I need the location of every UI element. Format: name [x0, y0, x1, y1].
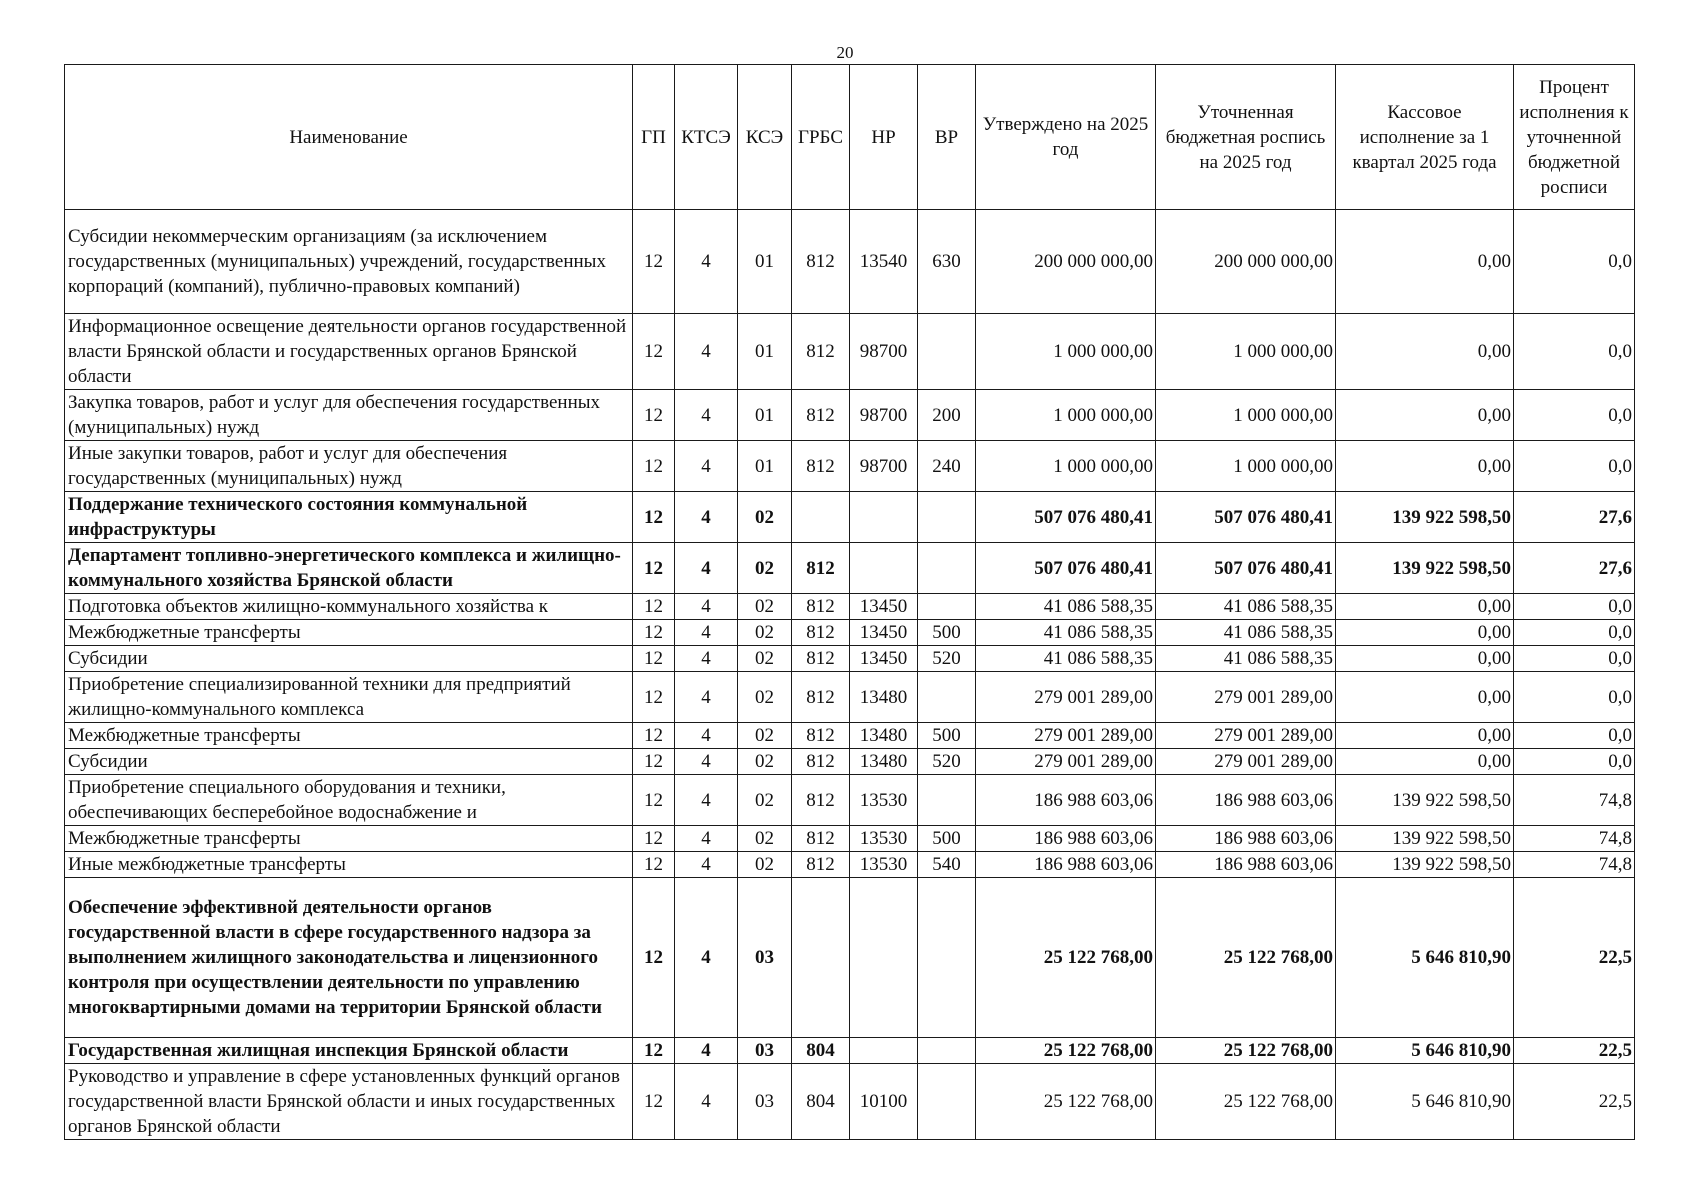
cell-gp: 12 — [633, 1064, 675, 1140]
cell-ktse: 4 — [675, 1038, 738, 1064]
cell-kse: 03 — [738, 1038, 792, 1064]
table-row — [65, 1038, 1635, 1064]
cell-gp: 12 — [633, 878, 675, 1038]
cell-approved: 507 076 480,41 — [976, 543, 1156, 594]
cell-vr: 540 — [918, 852, 976, 878]
table-row — [65, 723, 1635, 749]
cell-ktse: 4 — [675, 441, 738, 492]
cell-ktse: 4 — [675, 775, 738, 826]
cell-revised: 279 001 289,00 — [1156, 749, 1336, 775]
cell-executed: 0,00 — [1336, 314, 1514, 390]
cell-name: Закупка товаров, работ и услуг для обеспечения государственных (муниципальных) нужд — [65, 390, 633, 441]
cell-ktse: 4 — [675, 543, 738, 594]
cell-kse: 01 — [738, 390, 792, 441]
cell-vr: 520 — [918, 749, 976, 775]
cell-revised: 507 076 480,41 — [1156, 543, 1336, 594]
cell-percent: 0,0 — [1514, 594, 1635, 620]
cell-revised: 1 000 000,00 — [1156, 390, 1336, 441]
cell-kse: 02 — [738, 852, 792, 878]
table-row — [65, 314, 1635, 390]
cell-kse: 02 — [738, 594, 792, 620]
cell-revised: 41 086 588,35 — [1156, 646, 1336, 672]
cell-gp: 12 — [633, 646, 675, 672]
cell-gp: 12 — [633, 314, 675, 390]
cell-vr — [918, 543, 976, 594]
cell-ktse: 4 — [675, 594, 738, 620]
cell-approved: 279 001 289,00 — [976, 723, 1156, 749]
cell-percent: 74,8 — [1514, 775, 1635, 826]
header-vr: ВР — [918, 65, 976, 210]
cell-executed: 0,00 — [1336, 210, 1514, 314]
cell-executed: 0,00 — [1336, 723, 1514, 749]
cell-vr: 240 — [918, 441, 976, 492]
cell-revised: 186 988 603,06 — [1156, 826, 1336, 852]
header-revised: Уточненная бюджетная роспись на 2025 год — [1156, 65, 1336, 210]
cell-revised: 41 086 588,35 — [1156, 620, 1336, 646]
cell-name: Приобретение специализированной техники для предприятий жилищно-коммунального комплекса — [65, 672, 633, 723]
cell-nr: 13450 — [850, 620, 918, 646]
table-row — [65, 210, 1635, 314]
cell-approved: 279 001 289,00 — [976, 672, 1156, 723]
cell-approved: 1 000 000,00 — [976, 390, 1156, 441]
cell-approved: 186 988 603,06 — [976, 826, 1156, 852]
cell-gp: 12 — [633, 723, 675, 749]
cell-percent: 74,8 — [1514, 826, 1635, 852]
header-row — [65, 65, 1635, 210]
cell-percent: 27,6 — [1514, 543, 1635, 594]
table-row — [65, 620, 1635, 646]
cell-nr: 98700 — [850, 314, 918, 390]
header-name: Наименование — [65, 65, 633, 210]
cell-name: Межбюджетные трансферты — [65, 826, 633, 852]
cell-gp: 12 — [633, 1038, 675, 1064]
cell-revised: 186 988 603,06 — [1156, 775, 1336, 826]
table-row — [65, 646, 1635, 672]
cell-kse: 02 — [738, 775, 792, 826]
cell-revised: 279 001 289,00 — [1156, 723, 1336, 749]
cell-grbs: 812 — [792, 441, 850, 492]
cell-vr: 520 — [918, 646, 976, 672]
cell-revised: 25 122 768,00 — [1156, 878, 1336, 1038]
cell-revised: 279 001 289,00 — [1156, 672, 1336, 723]
cell-percent: 0,0 — [1514, 441, 1635, 492]
cell-gp: 12 — [633, 852, 675, 878]
cell-revised: 1 000 000,00 — [1156, 314, 1336, 390]
header-grbs: ГРБС — [792, 65, 850, 210]
cell-executed: 5 646 810,90 — [1336, 1038, 1514, 1064]
cell-revised: 25 122 768,00 — [1156, 1064, 1336, 1140]
header-approved: Утверждено на 2025 год — [976, 65, 1156, 210]
cell-vr — [918, 1038, 976, 1064]
cell-nr: 13450 — [850, 594, 918, 620]
cell-vr: 630 — [918, 210, 976, 314]
cell-kse: 02 — [738, 620, 792, 646]
table-row — [65, 441, 1635, 492]
cell-executed: 0,00 — [1336, 620, 1514, 646]
cell-grbs: 812 — [792, 749, 850, 775]
cell-approved: 1 000 000,00 — [976, 441, 1156, 492]
cell-vr — [918, 314, 976, 390]
cell-executed: 0,00 — [1336, 390, 1514, 441]
cell-executed: 139 922 598,50 — [1336, 492, 1514, 543]
cell-revised: 1 000 000,00 — [1156, 441, 1336, 492]
table-row — [65, 749, 1635, 775]
cell-ktse: 4 — [675, 749, 738, 775]
cell-nr: 13480 — [850, 723, 918, 749]
cell-executed: 139 922 598,50 — [1336, 826, 1514, 852]
cell-approved: 41 086 588,35 — [976, 594, 1156, 620]
cell-gp: 12 — [633, 492, 675, 543]
cell-nr — [850, 492, 918, 543]
cell-approved: 200 000 000,00 — [976, 210, 1156, 314]
cell-kse: 02 — [738, 672, 792, 723]
cell-name: Государственная жилищная инспекция Брянской области — [65, 1038, 633, 1064]
cell-revised: 25 122 768,00 — [1156, 1038, 1336, 1064]
cell-approved: 41 086 588,35 — [976, 620, 1156, 646]
cell-kse: 01 — [738, 314, 792, 390]
cell-name: Межбюджетные трансферты — [65, 620, 633, 646]
cell-grbs: 812 — [792, 672, 850, 723]
cell-nr: 98700 — [850, 390, 918, 441]
cell-name: Поддержание технического состояния коммунальной инфраструктуры — [65, 492, 633, 543]
cell-grbs: 812 — [792, 390, 850, 441]
cell-approved: 507 076 480,41 — [976, 492, 1156, 543]
cell-kse: 03 — [738, 1064, 792, 1140]
page-number: 20 — [836, 43, 854, 62]
cell-executed: 5 646 810,90 — [1336, 878, 1514, 1038]
table-row — [65, 543, 1635, 594]
cell-percent: 22,5 — [1514, 878, 1635, 1038]
cell-nr: 13540 — [850, 210, 918, 314]
cell-grbs: 812 — [792, 210, 850, 314]
cell-ktse: 4 — [675, 672, 738, 723]
cell-gp: 12 — [633, 390, 675, 441]
header-nr: НР — [850, 65, 918, 210]
cell-vr: 500 — [918, 826, 976, 852]
cell-ktse: 4 — [675, 723, 738, 749]
cell-nr: 98700 — [850, 441, 918, 492]
cell-name: Информационное освещение деятельности органов государственной власти Брянской области и государственных органов Брянской области — [65, 314, 633, 390]
cell-grbs: 812 — [792, 775, 850, 826]
table-row — [65, 775, 1635, 826]
cell-percent: 0,0 — [1514, 210, 1635, 314]
cell-percent: 0,0 — [1514, 672, 1635, 723]
cell-grbs — [792, 878, 850, 1038]
cell-nr: 13530 — [850, 826, 918, 852]
cell-approved: 186 988 603,06 — [976, 852, 1156, 878]
cell-name: Подготовка объектов жилищно-коммунального хозяйства к — [65, 594, 633, 620]
cell-percent: 0,0 — [1514, 646, 1635, 672]
cell-name: Руководство и управление в сфере установленных функций органов государственной власти Брянской области и иных государственных органов Брянской области — [65, 1064, 633, 1140]
table-row — [65, 672, 1635, 723]
header-ktse: КТСЭ — [675, 65, 738, 210]
table-row — [65, 594, 1635, 620]
table-row — [65, 390, 1635, 441]
cell-executed: 0,00 — [1336, 441, 1514, 492]
cell-percent: 27,6 — [1514, 492, 1635, 543]
cell-gp: 12 — [633, 620, 675, 646]
cell-vr — [918, 672, 976, 723]
cell-approved: 25 122 768,00 — [976, 1038, 1156, 1064]
cell-name: Субсидии — [65, 749, 633, 775]
table-row — [65, 852, 1635, 878]
header-kse: КСЭ — [738, 65, 792, 210]
cell-gp: 12 — [633, 441, 675, 492]
cell-kse: 02 — [738, 646, 792, 672]
cell-percent: 74,8 — [1514, 852, 1635, 878]
cell-ktse: 4 — [675, 646, 738, 672]
cell-vr — [918, 492, 976, 543]
cell-name: Иные межбюджетные трансферты — [65, 852, 633, 878]
cell-approved: 25 122 768,00 — [976, 1064, 1156, 1140]
cell-revised: 200 000 000,00 — [1156, 210, 1336, 314]
cell-executed: 0,00 — [1336, 646, 1514, 672]
cell-nr: 13530 — [850, 852, 918, 878]
cell-grbs: 812 — [792, 723, 850, 749]
cell-kse: 01 — [738, 441, 792, 492]
cell-grbs: 812 — [792, 543, 850, 594]
cell-grbs: 804 — [792, 1038, 850, 1064]
cell-executed: 5 646 810,90 — [1336, 1064, 1514, 1140]
cell-kse: 02 — [738, 749, 792, 775]
cell-ktse: 4 — [675, 878, 738, 1038]
cell-ktse: 4 — [675, 1064, 738, 1140]
cell-revised: 186 988 603,06 — [1156, 852, 1336, 878]
cell-kse: 02 — [738, 723, 792, 749]
cell-ktse: 4 — [675, 826, 738, 852]
cell-gp: 12 — [633, 594, 675, 620]
cell-revised: 41 086 588,35 — [1156, 594, 1336, 620]
cell-executed: 139 922 598,50 — [1336, 852, 1514, 878]
cell-ktse: 4 — [675, 620, 738, 646]
cell-name: Департамент топливно-энергетического комплекса и жилищно-коммунального хозяйства Брянской области — [65, 543, 633, 594]
cell-percent: 0,0 — [1514, 723, 1635, 749]
cell-ktse: 4 — [675, 314, 738, 390]
cell-kse: 02 — [738, 543, 792, 594]
cell-grbs: 812 — [792, 826, 850, 852]
cell-executed: 0,00 — [1336, 594, 1514, 620]
cell-percent: 22,5 — [1514, 1064, 1635, 1140]
cell-ktse: 4 — [675, 492, 738, 543]
cell-nr: 13480 — [850, 672, 918, 723]
cell-name: Субсидии — [65, 646, 633, 672]
cell-approved: 1 000 000,00 — [976, 314, 1156, 390]
cell-name: Иные закупки товаров, работ и услуг для обеспечения государственных (муниципальных) нужд — [65, 441, 633, 492]
cell-vr — [918, 775, 976, 826]
cell-executed: 139 922 598,50 — [1336, 775, 1514, 826]
cell-ktse: 4 — [675, 390, 738, 441]
cell-vr: 200 — [918, 390, 976, 441]
cell-gp: 12 — [633, 210, 675, 314]
cell-revised: 507 076 480,41 — [1156, 492, 1336, 543]
cell-grbs: 812 — [792, 852, 850, 878]
cell-executed: 139 922 598,50 — [1336, 543, 1514, 594]
cell-ktse: 4 — [675, 210, 738, 314]
cell-nr: 10100 — [850, 1064, 918, 1140]
cell-gp: 12 — [633, 826, 675, 852]
cell-ktse: 4 — [675, 852, 738, 878]
cell-executed: 0,00 — [1336, 672, 1514, 723]
table-row — [65, 826, 1635, 852]
header-executed: Кассовое исполнение за 1 квартал 2025 года — [1336, 65, 1514, 210]
cell-grbs: 812 — [792, 620, 850, 646]
cell-gp: 12 — [633, 543, 675, 594]
cell-approved: 41 086 588,35 — [976, 646, 1156, 672]
cell-kse: 03 — [738, 878, 792, 1038]
cell-name: Приобретение специального оборудования и техники, обеспечивающих бесперебойное водоснабжение и — [65, 775, 633, 826]
cell-percent: 0,0 — [1514, 749, 1635, 775]
cell-nr: 13530 — [850, 775, 918, 826]
cell-nr — [850, 878, 918, 1038]
cell-vr — [918, 1064, 976, 1140]
cell-grbs: 812 — [792, 646, 850, 672]
table-body — [65, 210, 1635, 1140]
cell-kse: 01 — [738, 210, 792, 314]
header-percent: Процент исполнения к уточненной бюджетной росписи — [1514, 65, 1635, 210]
cell-percent: 0,0 — [1514, 620, 1635, 646]
cell-gp: 12 — [633, 749, 675, 775]
cell-gp: 12 — [633, 775, 675, 826]
cell-percent: 0,0 — [1514, 390, 1635, 441]
budget-table — [64, 64, 1635, 1140]
cell-kse: 02 — [738, 826, 792, 852]
cell-grbs — [792, 492, 850, 543]
cell-nr — [850, 1038, 918, 1064]
cell-name: Межбюджетные трансферты — [65, 723, 633, 749]
table-row — [65, 878, 1635, 1038]
cell-name: Субсидии некоммерческим организациям (за исключением государственных (муниципальных) учреждений, государственных корпораций (компаний), публично-правовых компаний) — [65, 210, 633, 314]
cell-name: Обеспечение эффективной деятельности органов государственной власти в сфере государственного надзора за выполнением жилищного законодательства и лицензионного контроля при осуществлении деятельности по управлению многоквартирными домами на территории Брянской области — [65, 878, 633, 1038]
cell-approved: 25 122 768,00 — [976, 878, 1156, 1038]
cell-vr: 500 — [918, 723, 976, 749]
cell-nr — [850, 543, 918, 594]
cell-vr: 500 — [918, 620, 976, 646]
cell-approved: 186 988 603,06 — [976, 775, 1156, 826]
table-row — [65, 1064, 1635, 1140]
cell-percent: 0,0 — [1514, 314, 1635, 390]
cell-gp: 12 — [633, 672, 675, 723]
cell-grbs: 812 — [792, 314, 850, 390]
cell-vr — [918, 594, 976, 620]
cell-executed: 0,00 — [1336, 749, 1514, 775]
cell-grbs: 804 — [792, 1064, 850, 1140]
cell-vr — [918, 878, 976, 1038]
cell-grbs: 812 — [792, 594, 850, 620]
table-row — [65, 492, 1635, 543]
cell-percent: 22,5 — [1514, 1038, 1635, 1064]
cell-approved: 279 001 289,00 — [976, 749, 1156, 775]
cell-nr: 13480 — [850, 749, 918, 775]
cell-nr: 13450 — [850, 646, 918, 672]
header-gp: ГП — [633, 65, 675, 210]
cell-kse: 02 — [738, 492, 792, 543]
